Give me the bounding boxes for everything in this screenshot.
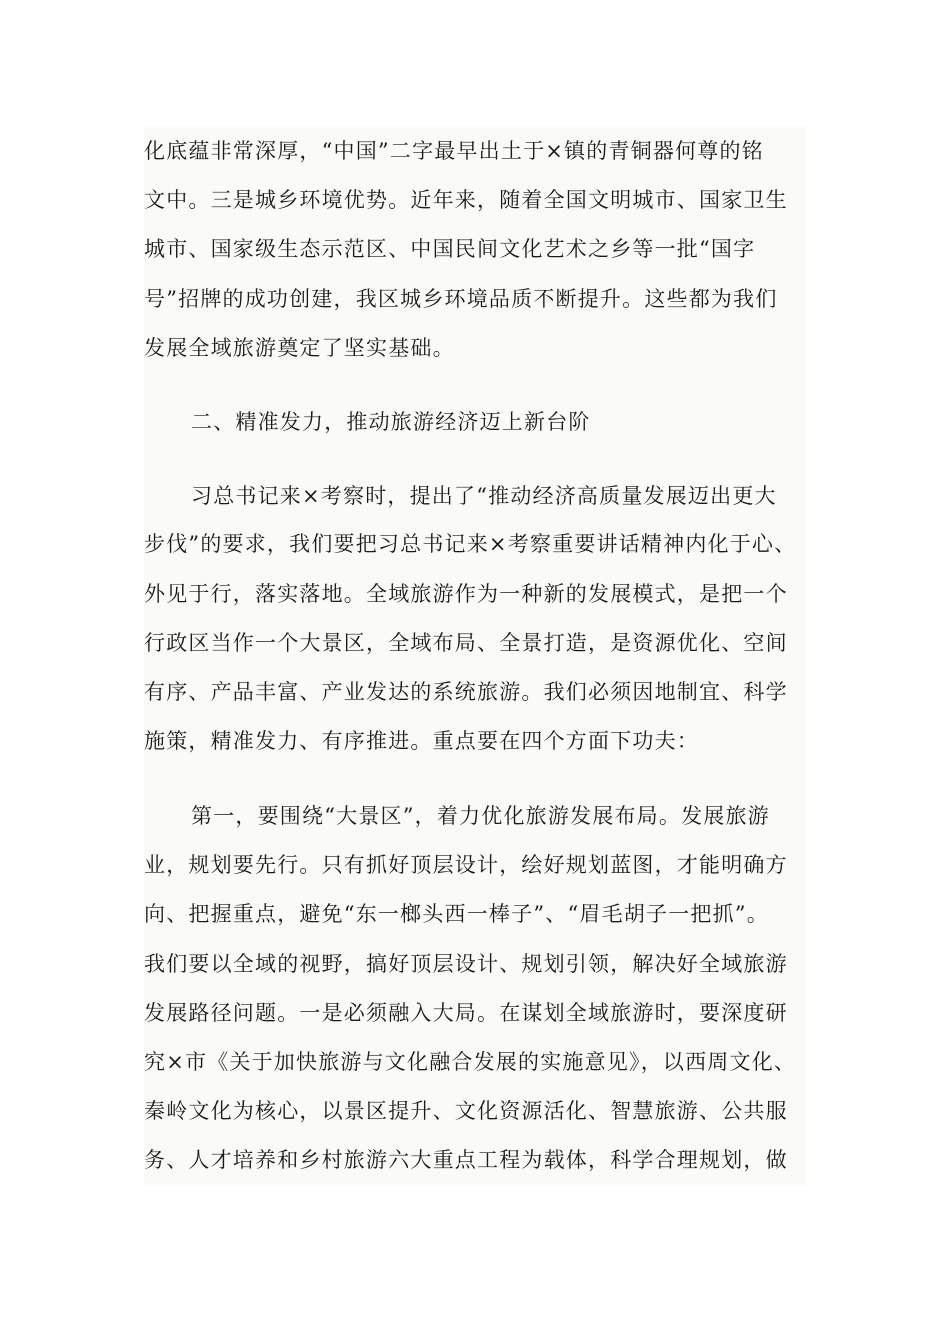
paragraph-line: 化底蕴非常深厚，“中国”二字最早出土于×镇的青铜器何尊的铭: [144, 139, 764, 163]
section-heading: 二、精准发力，推动旅游经济迈上新台阶: [191, 410, 591, 434]
paragraph-line: 务、人才培养和乡村旅游六大重点工程为载体，科学合理规划，做: [144, 1148, 788, 1172]
paragraph-line: 我们要以全域的视野，搞好顶层设计、规划引领，解决好全域旅游: [144, 952, 788, 976]
paragraph-line: 文中。三是城乡环境优势。近年来，随着全国文明城市、国家卫生: [144, 188, 788, 212]
paragraph-line: 第一，要围绕“大景区”，着力优化旅游发展布局。发展旅游: [191, 804, 770, 828]
paragraph-line: 业，规划要先行。只有抓好顶层设计，绘好规划蓝图，才能明确方: [144, 853, 788, 877]
paragraph-line: 施策，精准发力、有序推进。重点要在四个方面下功夫：: [144, 729, 699, 753]
paragraph-line: 向、把握重点，避免“东一榔头西一棒子”、“眉毛胡子一把抓”。: [144, 902, 769, 926]
paragraph-line: 有序、产品丰富、产业发达的系统旅游。我们必须因地制宜、科学: [144, 680, 788, 704]
paragraph-line: 步伐”的要求，我们要把习总书记来×考察重要讲话精神内化于心、: [144, 532, 797, 556]
paragraph-line: 行政区当作一个大景区，全域布局、全景打造，是资源优化、空间: [144, 631, 788, 655]
paragraph-line: 外见于行，落实落地。全域旅游作为一种新的发展模式，是把一个: [144, 582, 788, 606]
paragraph-line: 城市、国家级生态示范区、中国民间文化艺术之乡等一批“国字: [144, 237, 756, 261]
paragraph-line: 习总书记来×考察时，提出了“推动经济高质量发展迈出更大: [191, 484, 777, 508]
paragraph-line: 究×市《关于加快旅游与文化融合发展的实施意见》，以西周文化、: [144, 1050, 797, 1074]
paragraph-line: 秦岭文化为核心，以景区提升、文化资源活化、智慧旅游、公共服: [144, 1099, 788, 1123]
paragraph-line: 发展路径问题。一是必须融入大局。在谋划全域旅游时，要深度研: [144, 1001, 788, 1025]
paragraph-line: 号”招牌的成功创建，我区城乡环境品质不断提升。这些都为我们: [144, 287, 778, 311]
paragraph-line: 发展全域旅游奠定了坚实基础。: [144, 336, 455, 360]
